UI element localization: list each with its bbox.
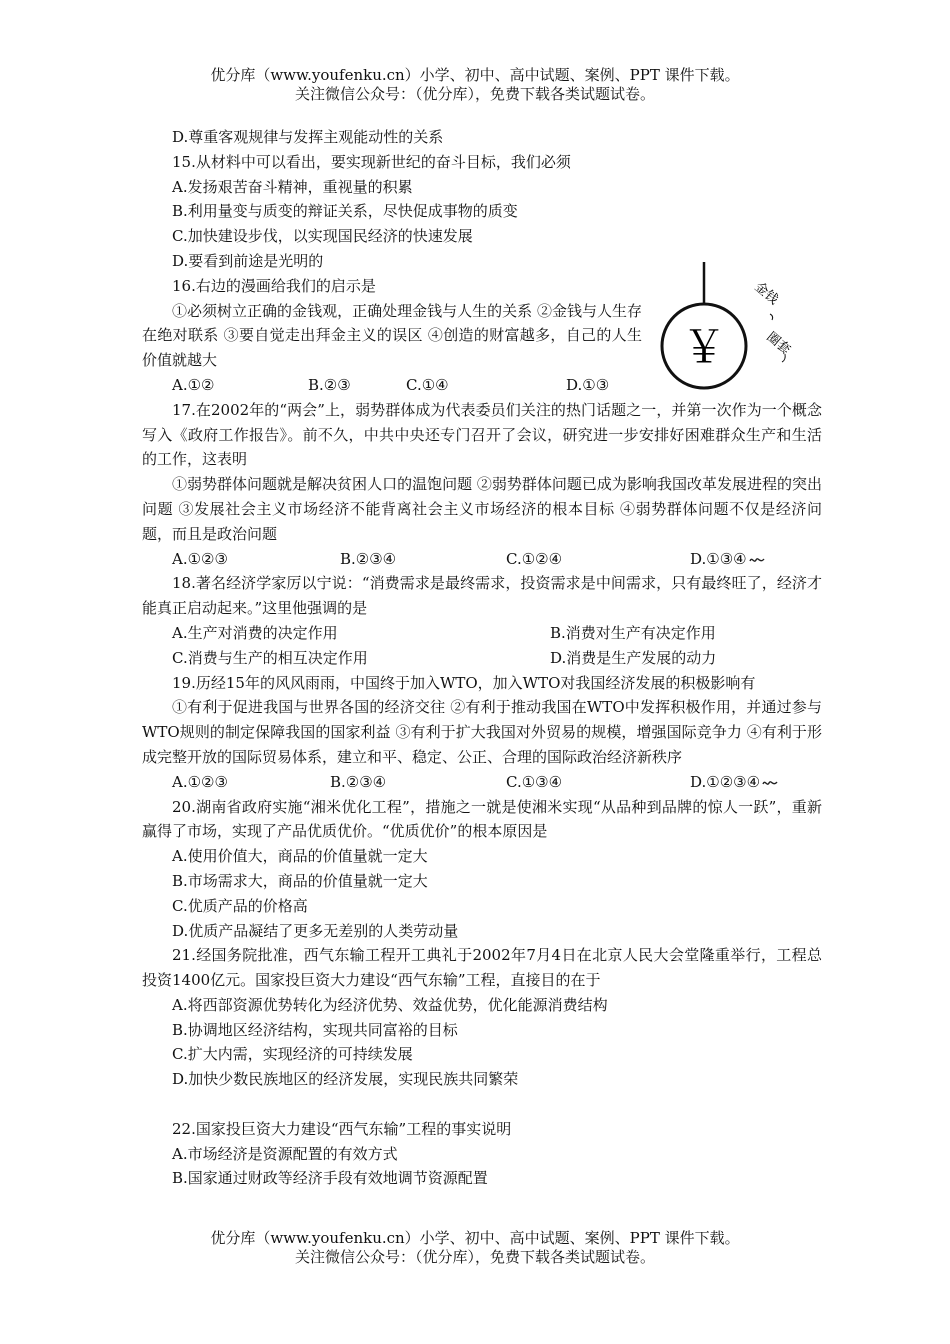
cartoon-drawing: [650, 258, 800, 398]
q17-options: [142, 547, 822, 572]
header-line-1: 优分库（www.youfenku.cn）小学、初中、高中试题、案例、PPT 课件下载。: [210, 66, 740, 84]
q18-stem: 18.著名经济学家厉以宁说：“消费需求是最终需求，投资需求是中间需求，只有最终旺了，经济才能真正启动起来。”这里他强调的是: [142, 574, 822, 618]
yuan-symbol: ￥: [682, 322, 726, 373]
q15-option-b: B.利用量变与质变的辩证关系，尽快促成事物的质变: [172, 202, 518, 221]
cartoon-caption-money: 金钱: [751, 279, 781, 308]
q16-stem: 16.右边的漫画给我们的启示是: [172, 276, 376, 295]
q19-option-c: C.①③④: [506, 772, 563, 791]
squiggle-mark-icon: [749, 555, 765, 565]
q19-stem: 19.历经15年的风风雨雨，中国终于加入WTO，加入WTO对我国经济发展的积极影响有: [172, 673, 756, 692]
q21-stem: 21.经国务院批准，西气东输工程开工典礼于2002年7月4日在北京人民大会堂隆重举行，工程总投资1400亿元。国家投巨资大力建设“西气东输”工程，直接目的在于: [142, 946, 822, 990]
q14-option-d: D.尊重客观规律与发挥主观能动性的关系: [172, 128, 444, 146]
header-line-2: 关注微信公众号：（优分库），免费下载各类试题试卷。: [294, 85, 655, 103]
q15-option-a: A.发扬艰苦奋斗精神，重视量的积累: [172, 177, 413, 196]
q20-option-b: B.市场需求大，商品的价值量就一定大: [172, 871, 428, 890]
q17-stem: 17.在2002年的“两会”上，弱势群体成为代表委员们关注的热门话题之一，并第一次作为一个概念写入《政府工作报告》。前不久，中共中央还专门召开了会议，研究进一步安排好困难群众生产和生活的工作，这表明: [142, 400, 822, 469]
blank-line: [142, 1092, 822, 1117]
page-header: [0, 66, 950, 104]
q18-option-b: B.消费对生产有决定作用: [550, 623, 716, 642]
q21-option-c: C.扩大内需，实现经济的可持续发展: [172, 1045, 413, 1064]
q16-items: ①必须树立正确的金钱观，正确处理金钱与人生的关系 ②金钱与人生存在绝对联系 ③要自觉走出拜金主义的误区 ④创造的财富越多，自己的人生价值就越大: [142, 301, 642, 370]
squiggle-mark-icon: [762, 778, 778, 788]
q17-items: ①弱势群体问题就是解决贫困人口的温饱问题 ②弱势群体问题已成为影响我国改革发展进程的突出问题 ③发展社会主义市场经济不能背离社会主义市场经济的根本目标 ④弱势群体问题不仅是经济问题，而且是政治问题: [142, 475, 822, 543]
q19-option-a: A.①②③: [172, 772, 228, 791]
q17-option-b: B.②③④: [340, 549, 397, 568]
q15-option-d: D.要看到前途是光明的: [172, 251, 324, 270]
q17-option-a: A.①②③: [172, 549, 228, 568]
q19-option-b: B.②③④: [330, 772, 387, 791]
q16-option-a: A.①②: [172, 375, 215, 394]
q17-option-c: C.①②④: [506, 549, 563, 568]
q16-option-c: C.①④: [406, 375, 449, 394]
q21-option-a: A.将西部资源优势转化为经济优势、效益优势，优化能源消费结构: [172, 995, 608, 1014]
q18-options-row1: [142, 621, 822, 646]
q19-options: [142, 770, 822, 795]
q16-option-d: D.①③: [566, 375, 610, 394]
q22-option-b: B.国家通过财政等经济手段有效地调节资源配置: [172, 1169, 488, 1188]
q20-option-a: A.使用价值大，商品的价值量就一定大: [172, 847, 428, 866]
q18-option-a: A.生产对消费的决定作用: [172, 623, 338, 642]
q18-option-c: C.消费与生产的相互决定作用: [172, 648, 368, 667]
q19-option-d: D.①②③④: [690, 770, 778, 795]
footer-line-2: 关注微信公众号：（优分库），免费下载各类试题试卷。: [294, 1248, 655, 1266]
q21-option-b: B.协调地区经济结构，实现共同富裕的目标: [172, 1020, 458, 1039]
q18-options-row2: [142, 646, 822, 671]
footer-line-1: 优分库（www.youfenku.cn）小学、初中、高中试题、案例、PPT 课件下载。: [210, 1229, 740, 1247]
q22-option-a: A.市场经济是资源配置的有效方式: [172, 1144, 398, 1163]
q17-option-d: D.①③④: [690, 547, 765, 572]
q19-items: ①有利于促进我国与世界各国的经济交往 ②有利于推动我国在WTO中发挥积极作用，并通过参与WTO规则的制定保障我国的国家利益 ③有利于扩大我国对外贸易的规模，增强国际竞争力 ④有利于形成完整开放的国际贸易体系，建立和平、稳定、公正、合理的国际政治经济新秩序: [142, 698, 822, 766]
cartoon-caption-trap: 圈套: [763, 329, 793, 358]
q16-option-b: B.②③: [308, 375, 351, 394]
q15-stem: 15.从材料中可以看出，要实现新世纪的奋斗目标，我们必须: [172, 152, 571, 171]
money-trap-cartoon: [650, 258, 800, 398]
q20-stem: 20.湖南省政府实施“湘米优化工程”，措施之一就是使湘米实现“从品种到品牌的惊人一跃”，重新赢得了市场，实现了产品优质优价。“优质优价”的根本原因是: [142, 797, 822, 841]
q20-option-c: C.优质产品的价格高: [172, 896, 308, 915]
q22-stem: 22.国家投巨资大力建设“西气东输”工程的事实说明: [172, 1119, 512, 1138]
q21-option-d: D.加快少数民族地区的经济发展，实现民族共同繁荣: [172, 1070, 519, 1089]
page-footer: [0, 1229, 950, 1267]
q20-option-d: D.优质产品凝结了更多无差别的人类劳动量: [172, 921, 459, 940]
q15-option-c: C.加快建设步伐，以实现国民经济的快速发展: [172, 227, 473, 246]
q18-option-d: D.消费是生产发展的动力: [550, 648, 717, 667]
